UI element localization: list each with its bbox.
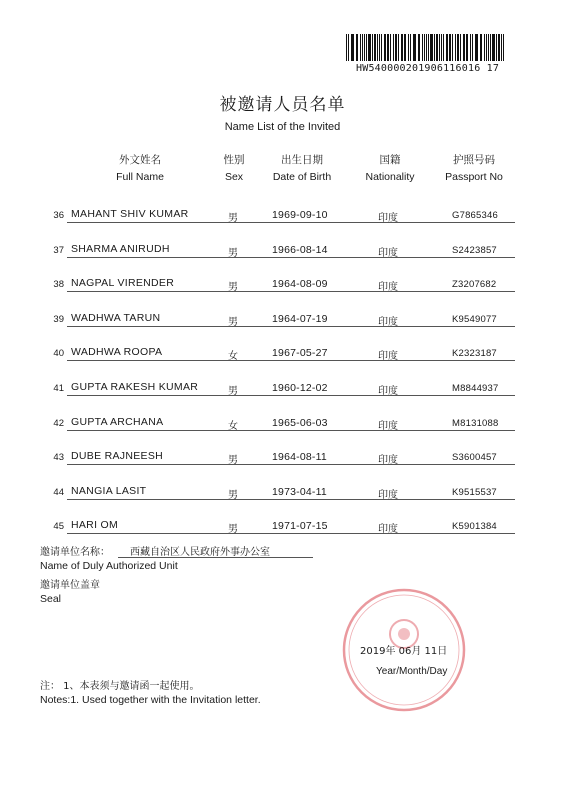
row-full-name: GUPTA ARCHANA <box>71 416 164 428</box>
seal-emblem-center <box>398 628 410 640</box>
row-full-name: HARI OM <box>71 519 119 531</box>
row-number: 41 <box>53 383 64 394</box>
header-full-name-cn: 外文姓名 <box>119 154 161 166</box>
header-nationality-cn: 国籍 <box>379 154 401 166</box>
barcode-bar <box>404 34 406 61</box>
row-passport: M8844937 <box>452 383 499 394</box>
table-row <box>0 375 565 409</box>
barcode-bar <box>441 34 442 61</box>
header-dob <box>262 152 342 186</box>
barcode-bar <box>457 34 459 61</box>
header-passport <box>434 152 514 186</box>
header-full-name <box>100 152 180 186</box>
row-nationality: 印度 <box>378 213 398 224</box>
row-nationality: 印度 <box>378 455 398 466</box>
row-sex: 女 <box>228 421 238 432</box>
row-passport: K5901384 <box>452 521 497 532</box>
barcode-bar <box>486 34 487 61</box>
row-nationality: 印度 <box>378 248 398 259</box>
table-row <box>0 340 565 374</box>
barcode-bar <box>366 34 367 61</box>
barcode-bar <box>490 34 491 61</box>
table-row <box>0 237 565 271</box>
row-number: 36 <box>53 210 64 221</box>
barcode-bar <box>470 34 471 61</box>
barcode-bar <box>449 34 451 61</box>
row-sex: 男 <box>228 524 238 535</box>
barcode-bar <box>393 34 394 61</box>
row-full-name: DUBE RAJNEESH <box>71 450 164 462</box>
barcode-number: HW540000201906116016 17 <box>356 63 500 74</box>
barcode-bar <box>384 34 386 61</box>
barcode-bar <box>351 34 354 61</box>
row-underline <box>67 464 515 465</box>
barcode-bar <box>368 34 371 61</box>
row-number: 38 <box>53 279 64 290</box>
row-underline <box>67 291 515 292</box>
barcode-bar <box>398 34 399 61</box>
row-sex: 男 <box>228 282 238 293</box>
row-passport: M8131088 <box>452 418 499 429</box>
row-sex: 男 <box>228 455 238 466</box>
row-number: 42 <box>53 418 64 429</box>
barcode-bar <box>390 34 391 61</box>
header-passport-en: Passport No <box>445 171 503 183</box>
row-number: 43 <box>53 452 64 463</box>
note-en: Notes:1. Used together with the Invitation letter. <box>40 694 261 706</box>
barcode-bar <box>372 34 373 61</box>
barcode-bar <box>356 34 358 61</box>
barcode-bar <box>364 34 365 61</box>
row-dob: 1960-12-02 <box>272 382 328 394</box>
row-number: 44 <box>53 487 64 498</box>
barcode-bar <box>360 34 361 61</box>
barcode-bar <box>466 34 468 61</box>
row-sex: 男 <box>228 317 238 328</box>
barcode-bar <box>446 34 448 61</box>
barcode-bar <box>430 34 433 61</box>
barcode-bar <box>443 34 444 61</box>
barcode-bar <box>410 34 411 61</box>
row-underline <box>67 533 515 534</box>
table-row <box>0 513 565 547</box>
row-passport: S2423857 <box>452 245 497 256</box>
header-nationality <box>355 152 425 186</box>
header-dob-cn: 出生日期 <box>281 154 323 166</box>
barcode-bar <box>362 34 363 61</box>
barcode-bar <box>480 34 482 61</box>
barcode-bar <box>503 34 504 61</box>
header-full-name-en: Full Name <box>116 171 164 183</box>
row-passport: Z3207682 <box>452 279 497 290</box>
barcode-bar <box>434 34 435 61</box>
row-passport: K2323187 <box>452 348 497 359</box>
barcode-bar <box>498 34 500 61</box>
barcode-bar <box>422 34 423 61</box>
table-row <box>0 306 565 340</box>
row-sex: 男 <box>228 248 238 259</box>
barcode-bar <box>418 34 420 61</box>
barcode-bar <box>413 34 416 61</box>
row-number: 39 <box>53 314 64 325</box>
header-sex-cn: 性别 <box>223 154 245 166</box>
barcode-bar <box>475 34 478 61</box>
barcode-bar <box>436 34 438 61</box>
barcode-bar <box>381 34 382 61</box>
row-nationality: 印度 <box>378 282 398 293</box>
row-sex: 男 <box>228 213 238 224</box>
row-full-name: NAGPAL VIRENDER <box>71 277 175 289</box>
barcode-bar <box>452 34 453 61</box>
seal-label-cn: 邀请单位盖章 <box>40 580 100 591</box>
document-title-cn: 被邀请人员名单 <box>219 95 346 115</box>
note-cn: 注： 1、本表须与邀请函一起使用。 <box>40 681 200 692</box>
row-nationality: 印度 <box>378 351 398 362</box>
row-number: 37 <box>53 245 64 256</box>
barcode-bar <box>408 34 409 61</box>
row-passport: S3600457 <box>452 452 497 463</box>
table-row <box>0 271 565 305</box>
row-nationality: 印度 <box>378 421 398 432</box>
row-dob: 1973-04-11 <box>272 486 327 498</box>
barcode-bar <box>428 34 429 61</box>
header-passport-cn: 护照号码 <box>453 154 495 166</box>
barcode-bar <box>401 34 403 61</box>
row-full-name: NANGIA LASIT <box>71 485 147 497</box>
row-sex: 女 <box>228 351 238 362</box>
barcode-bar <box>501 34 502 61</box>
row-dob: 1967-05-27 <box>272 347 328 359</box>
row-full-name: WADHWA ROOPA <box>71 346 163 358</box>
barcode-bar <box>348 34 349 61</box>
table-row <box>0 479 565 513</box>
barcode-bar <box>455 34 456 61</box>
row-underline <box>67 395 515 396</box>
barcode <box>346 34 506 61</box>
row-dob: 1965-06-03 <box>272 417 328 429</box>
row-dob: 1971-07-15 <box>272 520 328 532</box>
inviting-unit-label-en: Name of Duly Authorized Unit <box>40 560 178 572</box>
barcode-bar <box>346 34 347 61</box>
barcode-bar <box>377 34 378 61</box>
row-nationality: 印度 <box>378 317 398 328</box>
row-dob: 1964-08-09 <box>272 278 328 290</box>
row-dob: 1964-08-11 <box>272 451 327 463</box>
table-row <box>0 444 565 478</box>
row-number: 45 <box>53 521 64 532</box>
table-row <box>0 410 565 444</box>
row-underline <box>67 222 515 223</box>
row-number: 40 <box>53 348 64 359</box>
seal-label-en: Seal <box>40 593 62 605</box>
barcode-bar <box>379 34 380 61</box>
barcode-bar <box>387 34 389 61</box>
row-passport: K9515537 <box>452 487 497 498</box>
row-underline <box>67 430 515 431</box>
inviting-unit-underline <box>118 557 313 558</box>
row-passport: K9549077 <box>452 314 497 325</box>
row-underline <box>67 326 515 327</box>
barcode-bar <box>472 34 473 61</box>
document-title-en: Name List of the Invited <box>224 121 341 133</box>
barcode-bar <box>463 34 465 61</box>
table-row <box>0 202 565 236</box>
row-dob: 1964-07-19 <box>272 313 328 325</box>
row-dob: 1969-09-10 <box>272 209 328 221</box>
header-sex-en: Sex <box>224 171 244 183</box>
barcode-bar <box>395 34 397 61</box>
row-sex: 男 <box>228 386 238 397</box>
header-nationality-en: Nationality <box>365 171 415 183</box>
barcode-bar <box>424 34 425 61</box>
header-sex <box>214 152 254 186</box>
row-sex: 男 <box>228 490 238 501</box>
row-underline <box>67 499 515 500</box>
barcode-bar <box>484 34 485 61</box>
row-nationality: 印度 <box>378 490 398 501</box>
barcode-bar <box>374 34 376 61</box>
row-nationality: 印度 <box>378 386 398 397</box>
row-full-name: GUPTA RAKESH KUMAR <box>71 381 199 393</box>
row-full-name: SHARMA ANIRUDH <box>71 243 170 255</box>
row-underline <box>67 360 515 361</box>
barcode-bar <box>460 34 461 61</box>
row-full-name: WADHWA TARUN <box>71 312 161 324</box>
row-full-name: MAHANT SHIV KUMAR <box>71 208 189 220</box>
header-dob-en: Date of Birth <box>272 171 332 183</box>
row-dob: 1966-08-14 <box>272 244 328 256</box>
inviting-unit-name: 西藏自治区人民政府外事办公室 <box>130 547 270 558</box>
row-underline <box>67 257 515 258</box>
barcode-bar <box>426 34 427 61</box>
barcode-bar <box>439 34 440 61</box>
date-format-label: Year/Month/Day <box>376 666 448 677</box>
issue-date: 2019年 06月 11日 <box>360 646 448 657</box>
row-passport: G7865346 <box>452 210 498 221</box>
barcode-bar <box>488 34 489 61</box>
row-nationality: 印度 <box>378 524 398 535</box>
barcode-bar <box>496 34 497 61</box>
inviting-unit-label-cn: 邀请单位名称： <box>40 547 110 558</box>
barcode-bar <box>492 34 495 61</box>
